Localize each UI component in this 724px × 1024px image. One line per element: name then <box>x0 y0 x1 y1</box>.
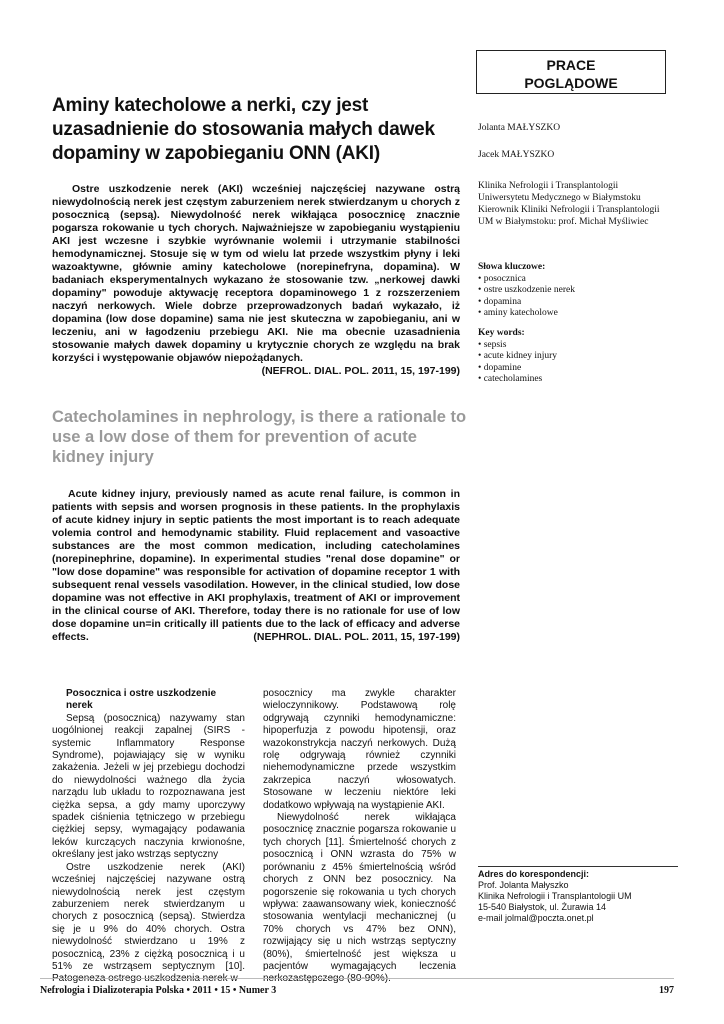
page-number: 197 <box>659 985 674 996</box>
abstract-pl-citation: (NEFROL. DIAL. POL. 2011, 15, 197-199) <box>261 365 460 377</box>
keyword: • sepsis <box>478 339 507 350</box>
correspondence-heading: Adres do korespondencji: <box>478 869 590 879</box>
affiliation <box>478 180 688 228</box>
keywords-en-heading: Key words: <box>478 327 525 338</box>
paragraph: Niewydolność nerek wikłająca posocznicę znacznie pogarsza rokowanie u tych chorych [11]. Śmiertelność chorych z posocznicą i ONN wzrasta do 75% w porównaniu z 45% śmiertelnością wśród chorych z ONN bez posocznicy. Na pogorszenie się rokowania u tych chorych wpływa: zaawansowany wiek, konieczność stosowania wentylacji mechanicznej (u 70% chorych vs 47% bez ONN), rozwijający się u nich wstrząs septyczny (80%), śmiertelność jest większa u pacjentów wymagających leczenia nerkozastępczego (80-90%). <box>263 812 456 985</box>
affiliation-line: Kierownik Kliniki Nefrologii i Transplantologii <box>478 205 660 215</box>
keywords <box>478 262 678 394</box>
badge-line-1: PRACE <box>546 57 596 73</box>
keyword: • dopamine <box>478 362 522 373</box>
correspondence <box>478 866 678 924</box>
authors <box>478 122 698 176</box>
correspondence-line: Klinika Nefrologii i Transplantologii UM <box>478 891 632 901</box>
correspondence-line: Prof. Jolanta Małyszko <box>478 880 569 890</box>
footer-divider <box>40 978 674 979</box>
section-heading: Posocznica i ostre uszkodzenie nerek <box>66 688 217 712</box>
correspondence-line: 15-540 Białystok, ul. Żurawia 14 <box>478 902 607 912</box>
keywords-pl-heading: Słowa kluczowe: <box>478 262 546 272</box>
article-type-badge <box>476 50 666 94</box>
badge-line-2: POGLĄDOWE <box>524 75 618 91</box>
abstract-en <box>52 488 460 644</box>
keyword: • posocznica <box>478 273 526 284</box>
abstract-pl-text: Ostre uszkodzenie nerek (AKI) wcześniej najczęściej nazywane ostrą niewydolnością nerek jest częstym zaburzeniem nerek stwierdzanym u chorych z posocznicą (sepsą). Niewydolność nerek wikłająca posocznicę znacznie pogarsza rokowanie u tych chorych. Najważniejsze w zapobieganiu wystąpieniu AKI jest wczesne i szybkie wyrównanie wolemii i utrzymanie stabilności hemodynamicznej. Stosuje się w tym od wielu lat przede wszystkim płyny i leki wazoaktywne, głównie aminy katecholowe (norepinefryna, dopamina). W badaniach eksperymentalnych wykazano że stosowanie tzw. „nerkowej dawki dopaminy" powoduje aktywację receptora dopaminowego 1 z rozszerzeniem naczyń nerkowych. Wiele dobrze przeprowadzonych badań wykazało, iż dopamina (low dose dopamine) sama nie jest skuteczna w zapobieganiu, ani w leczeniu, ani w łagodzeniu przebiegu AKI. Nie ma obecnie uzasadnienia stosowanie małych dawek dopaminy u krytycznie chorych ze względu na brak korzyści i występowanie objawów niepożądanych. <box>52 183 460 364</box>
body-column-1 <box>52 688 245 986</box>
keyword: • aminy katecholowe <box>478 308 558 319</box>
affiliation-line: UM w Białymstoku: prof. Michał Myśliwiec <box>478 217 649 227</box>
keywords-pl <box>478 262 678 320</box>
author-1: Jolanta MAŁYSZKO <box>478 123 561 133</box>
keywords-en <box>478 328 678 386</box>
correspondence-email[interactable]: e-mail jolmal@poczta.onet.pl <box>478 913 594 923</box>
keyword: • ostre uszkodzenie nerek <box>478 285 575 296</box>
page-footer <box>40 985 674 996</box>
article-title: Aminy katecholowe a nerki, czy jest uzasadnienie do stosowania małych dawek dopaminy w zapobieganiu ONN (AKI) <box>52 95 435 164</box>
abstract-pl <box>52 183 460 378</box>
journal-info: Nefrologia i Dializoterapia Polska • 2011 • 15 • Numer 3 <box>40 985 277 996</box>
affiliation-line: Klinika Nefrologii i Transplantologii <box>478 181 619 191</box>
paragraph: posocznicy ma zwykle charakter wieloczynnikowy. Podstawową rolę odgrywają czynniki hemodynamiczne: hipoperfuzja z powodu hipotensji, oraz wazokonstrykcja naczyń nerkowych. Dużą rolę odgrywają również czynniki niehemodynamiczne przede wszystkim zakrzepica naczyń włosowatych. Stosowane w leczeniu niektóre leki dodatkowo wpływają na wystąpienie AKI. <box>263 688 456 811</box>
abstract-en-text: Acute kidney injury, previously named as acute renal failure, is common in patients with sepsis and worsen prognosis in these patients. In the prophylaxis of acute kidney injury in septic patients the most important is to reach adequate volemia control and hemodynamic stability. Fluid replacement and vasoactive substances are the most common medication, including catecholamines (norepinephrine, dopamine). In experimental studies "renal dose dopamine" or "low dose dopamine" was responsible for activation of dopamine receptor 1 with subsequent renal vessels vasodilation. However, in the clinical studied, low dose dopamine was not effective in AKI prophylaxis, treatment of AKI or improvement in the clinical course of AKI. Therefore, today there is no rationale for use of low dose dopamine un=in critically ill patients due to the lack of efficacy and adverse effects. <box>52 488 460 643</box>
affiliation-line: Uniwersytetu Medycznego w Białymstoku <box>478 193 641 203</box>
keyword: • dopamina <box>478 296 522 307</box>
author-2: Jacek MAŁYSZKO <box>478 150 555 160</box>
paragraph: Ostre uszkodzenie nerek (AKI) wcześniej najczęściej nazywane ostrą niewydolnością nerek jest częstym zaburzeniem nerek stwierdzanym u chorych z posocznicą (sepsą). Stwierdza się je u 9% do 40% chorych. Ostra niewydolność stwierdzano u 19% z posocznicą, 23% z ciężką posocznicą i u 51% ze wstrząsem septycznym [10]. Patogeneza ostrego uszkodzenia nerek w <box>52 861 245 985</box>
english-title: Catecholamines in nephrology, is there a rationale to use a low dose of them for prevention of acute kidney injury <box>52 408 467 466</box>
keyword: • acute kidney injury <box>478 351 558 362</box>
keyword: • catecholamines <box>478 374 543 385</box>
abstract-en-citation: (NEPHROL. DIAL. POL. 2011, 15, 197-199) <box>253 631 460 643</box>
body-column-2 <box>263 688 456 986</box>
paragraph: Sepsą (posocznicą) nazywamy stan uogólnionej reakcji zapalnej (SIRS - systemic Inflammatory Response Syndrome), pojawiający się w wyniku zakażenia. Jeżeli w jej przebiegu dochodzi do niewydolności ważnego dla życia narządu lub układu to rozpoznawana jest ciężka sepsa, a gdy mamy uporczywy spadek ciśnienia tętniczego w przebiegu ciężkiej sepsy, wymagający podawania leków kurczących naczynia krwionośne, określany jest jako wstrząs septyczny <box>52 712 245 861</box>
